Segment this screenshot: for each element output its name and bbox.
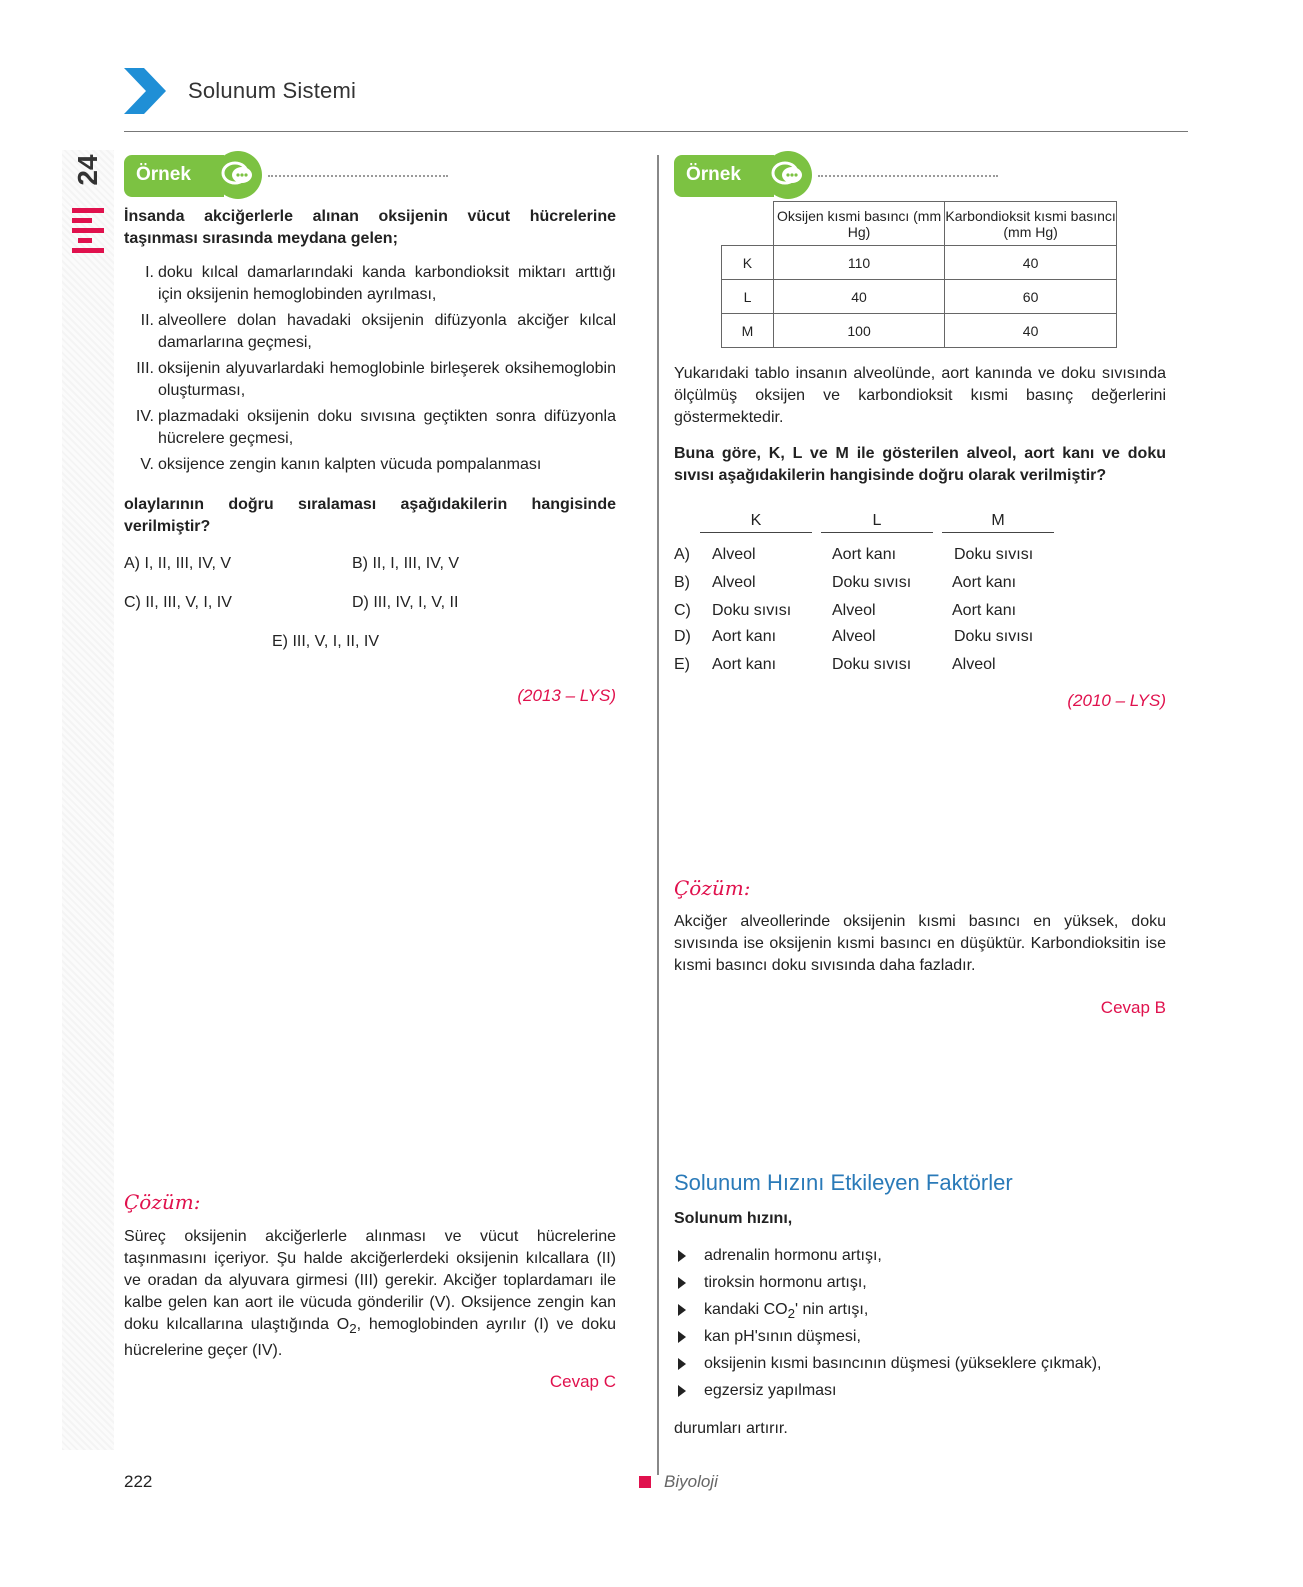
bullet-triangle-icon [678,1277,686,1289]
bullet-triangle-icon [678,1250,686,1262]
header-divider [124,131,1188,132]
option-row[interactable]: B) Alveol Doku sıvısı Aort kanı [674,574,1017,591]
table-header: Oksijen kısmi basıncı (mm Hg) [773,202,944,246]
section-title: Solunum Hızını Etkileyen Faktörler [674,1170,1013,1195]
side-mark [72,228,104,233]
option-c[interactable]: C) II, III, V, I, IV [124,594,232,611]
list-item: kandaki $CO_2'$ nin artışı, [678,1299,1158,1321]
option-a[interactable]: A) I, II, III, IV, V [124,555,231,572]
footer-subject: Biyoloji [664,1472,718,1491]
list-item: tiroksin hormonu artışı, [678,1272,1158,1294]
table-description: Yukarıdaki tablo insanın alveolünde, aort kanında ve doku sıvısında ölçülmüş oksijen ve karbondioksit kısmi basınç değerlerini göstermektedir. [674,365,1166,426]
side-pattern [62,150,114,1450]
exam-source: (2013 – LYS) [517,686,616,705]
solution-text: Süreç oksijenin akciğerlerle alınması ve vücut hücrelerine taşınmasını içeriyor. Şu halde akciğerlerdeki oksijenin kılcallara (II) ve oradan da alyuvara girmesi (III) gerekir. Akciğer toplardamarı ile kalbe gelen kan aort ile vücuda gönderilir (V). Oksijence zengin kan doku kılcallarına ulaştığında $O_2$, hemoglobinden ayrılır (I) ve doku hücrelerine geçer (IV). [124,1228,617,1360]
solution-label: Çözüm: [124,1190,201,1214]
chapter-side-label [66,150,110,260]
list-item: egzersiz yapılması [678,1380,1158,1402]
solution-label: Çözüm: [674,876,751,900]
badge-label: Örnek [686,164,741,185]
list-item: kan pH'sının düşmesi, [678,1326,1158,1348]
option-b[interactable]: B) II, I, III, IV, V [352,555,459,572]
solution-text: Akciğer alveollerinde oksijenin kısmi basıncı en yüksek, doku sıvısında ise oksijenin kısmi basıncı en düşüktür. Karbondioksitin ise kısmi basıncı doku sıvısında daha fazladır. [674,913,1166,974]
speech-bubble-icon [770,157,806,193]
chapter-number: 24 [72,154,103,186]
question-intro: İnsanda akciğerlerle alınan oksijenin vücut hücrelerine taşınması sırasında meydana gelen; [124,208,616,247]
bullet-triangle-icon [678,1385,686,1397]
column-divider [657,155,659,1475]
side-mark [72,218,92,223]
footer-square-icon [639,1476,651,1488]
option-row[interactable]: D) Aort kanı Alveol Doku sıvısı [674,628,1034,645]
page-header-title: Solunum Sistemi [188,78,357,103]
exam-source: (2010 – LYS) [1067,691,1166,710]
option-row[interactable]: A) Alveol Aort kanı Doku sıvısı [674,546,1034,563]
bullet-triangle-icon [678,1304,686,1316]
option-row[interactable]: E) Aort kanı Doku sıvısı Alveol [674,656,996,673]
column-head-m: M [942,512,1054,533]
table-row: L 40 60 [722,280,1117,314]
side-mark [72,208,104,213]
answer-label: Cevap C [549,1372,616,1391]
side-mark [72,248,104,253]
bullet-triangle-icon [678,1358,686,1370]
section-outro: durumları artırır. [674,1420,788,1437]
chevron-right-icon [124,68,166,114]
option-row[interactable]: C) Doku sıvısı Alveol Aort kanı [674,602,1017,619]
question-text: olaylarının doğru sıralaması aşağıdakilerin hangisinde verilmiştir? [124,496,616,535]
badge-label: Örnek [136,164,191,185]
table-header: Karbondioksit kısmi basıncı (mm Hg) [945,202,1117,246]
option-e[interactable]: E) III, V, I, II, IV [272,633,379,650]
answer-label: Cevap B [1100,998,1166,1017]
option-d[interactable]: D) III, IV, I, V, II [352,594,459,611]
column-head-l: L [821,512,933,533]
column-head-k: K [700,512,812,533]
question-text: Buna göre, K, L ve M ile gösterilen alveol, aort kanı ve doku sıvısı aşağıdakilerin hangisinde doğru olarak verilmiştir? [674,445,1166,484]
table-row: K 110 40 [722,246,1117,280]
list-item: oksijenin kısmi basıncının düşmesi (yükseklere çıkmak), [678,1353,1158,1375]
event-list: I. doku kılcal damarlarındaki kanda karbondioksit miktarı arttığı için oksijenin hemoglobinden ayrılması, II. alveollere dolan havadaki oksijenin difüzyonla akciğer kılcal damarlarına geçmesi, III. oksijenin alyuvarlardaki hemoglobinle birleşerek oksihemoglobin oluşturması, IV. plazmadaki oksijenin doku sıvısına geçtikten sonra difüzyonla hücrelere geçmesi, V. oksijence zengin kanın kalpten vücuda pompalanması [135,264,616,473]
side-mark [78,238,92,243]
page-number: 222 [124,1472,153,1491]
pressure-table [721,201,1117,348]
bullet-triangle-icon [678,1331,686,1343]
table-row: M 100 40 [722,314,1117,348]
speech-bubble-icon [220,157,256,193]
list-item: adrenalin hormonu artışı, [678,1245,1158,1267]
section-intro: Solunum hızını, [674,1210,793,1227]
